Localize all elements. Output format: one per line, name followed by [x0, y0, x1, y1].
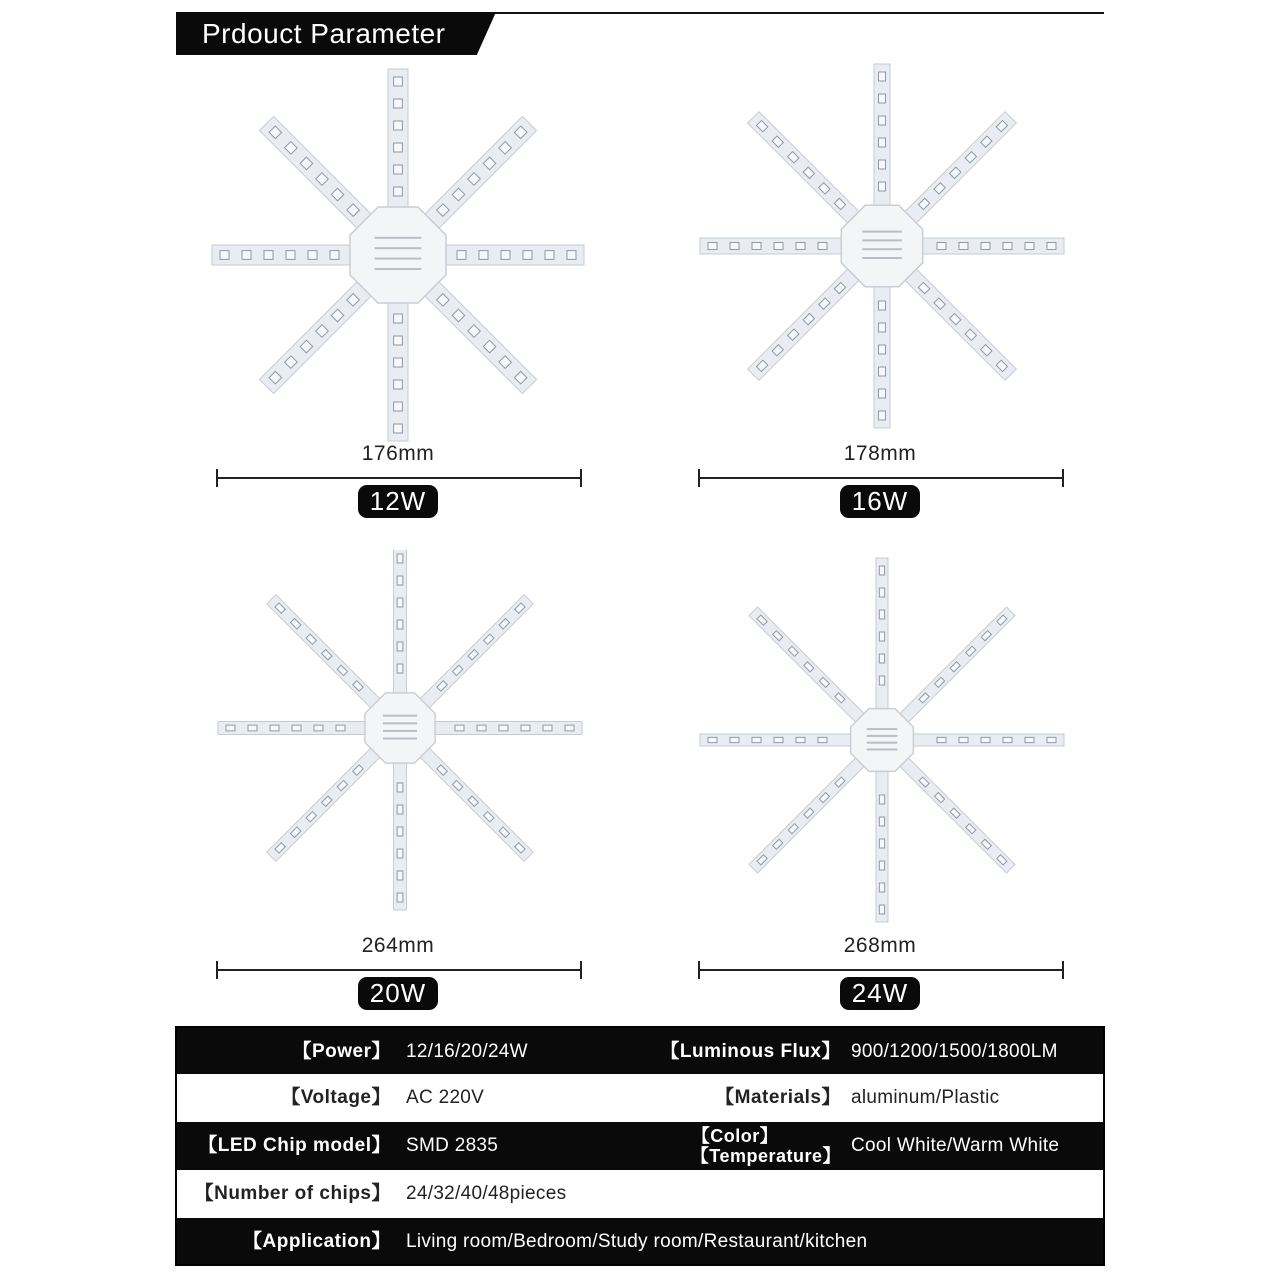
led-chip — [477, 725, 486, 731]
spec-row — [175, 1074, 1105, 1122]
power-badge: 12W — [358, 485, 438, 518]
dimension-line — [216, 969, 582, 971]
led-chip — [878, 182, 885, 191]
led-strip — [892, 607, 1015, 730]
led-chip — [330, 251, 339, 260]
spec-table — [175, 1026, 1105, 1266]
led-chip-value: SMD 2835 — [406, 1135, 499, 1156]
led-strip — [423, 722, 582, 735]
led-chip — [1047, 737, 1056, 742]
driver-print — [383, 715, 417, 717]
spec-row — [175, 1170, 1105, 1218]
voltage-label: 【Voltage】 — [281, 1087, 391, 1108]
driver-print — [375, 258, 422, 260]
led-chip — [397, 598, 403, 607]
led-chip — [523, 251, 532, 260]
led-chip — [394, 380, 403, 389]
product-16w — [660, 58, 1080, 538]
led-chip — [879, 588, 884, 597]
led-chip — [397, 783, 403, 792]
led-chip — [878, 301, 885, 310]
dimension-label: 178mm — [843, 442, 917, 465]
led-strip — [749, 750, 872, 873]
dimension-line — [698, 969, 1064, 971]
led-strip — [748, 259, 869, 380]
driver-print — [862, 231, 902, 233]
product-20w — [178, 550, 598, 1030]
led-chip — [397, 620, 403, 629]
led-strip — [388, 69, 408, 224]
led-strip — [876, 558, 888, 720]
led-chip — [796, 737, 805, 742]
led-chip — [774, 737, 783, 742]
led-chip — [394, 165, 403, 174]
led-chip — [397, 849, 403, 858]
driver-hub — [365, 693, 435, 763]
led-chip — [397, 664, 403, 673]
led-chip — [397, 805, 403, 814]
led-chip — [394, 99, 403, 108]
led-chip — [818, 737, 827, 742]
led-strip — [874, 64, 890, 220]
led-chip — [981, 242, 990, 249]
led-chip — [878, 389, 885, 398]
led-chip — [457, 251, 466, 260]
led-chip — [314, 725, 323, 731]
number-of-chips-label: 【Number of chips】 — [194, 1183, 391, 1204]
luminous-flux-value: 900/1200/1500/1800LM — [851, 1041, 1058, 1062]
led-chip — [499, 725, 508, 731]
led-chip — [730, 242, 739, 249]
led-chip-label: 【LED Chip model】 — [198, 1135, 391, 1156]
led-strip — [876, 760, 888, 922]
led-chip — [708, 242, 717, 249]
driver-hub — [851, 709, 914, 772]
led-chip — [879, 839, 884, 848]
led-chip — [264, 251, 273, 260]
driver-print — [862, 257, 902, 259]
led-module-image — [178, 550, 598, 940]
led-chip — [1025, 242, 1034, 249]
led-strip — [749, 607, 872, 730]
led-module-image — [660, 550, 1080, 940]
led-chip — [878, 323, 885, 332]
led-strip — [394, 550, 407, 705]
led-chip — [879, 905, 884, 914]
color-temperature-label — [629, 1122, 841, 1170]
led-chip — [394, 336, 403, 345]
led-strip — [412, 595, 534, 717]
led-chip — [242, 251, 251, 260]
led-chip — [543, 725, 552, 731]
led-chip — [959, 737, 968, 742]
page-title: Prdouct Parameter — [202, 18, 446, 49]
application-label: 【Application】 — [243, 1231, 391, 1252]
led-chip — [878, 72, 885, 81]
driver-print — [867, 735, 898, 737]
led-chip — [752, 242, 761, 249]
led-chip — [1047, 242, 1056, 249]
led-chip — [397, 642, 403, 651]
power-badge: 24W — [840, 977, 920, 1010]
led-chip — [286, 251, 295, 260]
led-chip — [879, 883, 884, 892]
led-chip — [959, 242, 968, 249]
led-strip — [748, 112, 869, 233]
led-chip — [879, 817, 884, 826]
number-of-chips-value: 24/32/40/48pieces — [406, 1183, 567, 1204]
led-strip — [218, 722, 377, 735]
led-chip — [394, 143, 403, 152]
led-chip — [220, 251, 229, 260]
led-chip — [394, 121, 403, 130]
led-chip — [878, 138, 885, 147]
led-strip — [388, 286, 408, 441]
led-chip — [937, 242, 946, 249]
led-chip — [878, 411, 885, 420]
led-strip — [412, 740, 534, 862]
dimension-line — [698, 477, 1064, 479]
driver-print — [867, 749, 898, 751]
driver-print — [375, 268, 422, 270]
driver-print — [862, 248, 902, 250]
led-chip — [981, 737, 990, 742]
driver-print — [862, 239, 902, 241]
led-chip — [879, 676, 884, 685]
led-chip — [565, 725, 574, 731]
color-temperature-label-line1: 【Color】 — [691, 1126, 779, 1146]
dimension-line — [216, 477, 582, 479]
led-strip — [267, 595, 389, 717]
led-chip — [774, 242, 783, 249]
driver-print — [383, 738, 417, 740]
led-strip — [700, 238, 856, 254]
led-chip — [937, 737, 946, 742]
power-label: 【Power】 — [292, 1041, 391, 1062]
led-chip — [752, 737, 761, 742]
product-24w — [660, 550, 1080, 1030]
led-chip — [879, 566, 884, 575]
driver-print — [867, 728, 898, 730]
led-chip — [878, 345, 885, 354]
led-chip — [308, 251, 317, 260]
led-strip — [902, 734, 1064, 746]
led-strip — [429, 245, 584, 265]
led-chip — [394, 187, 403, 196]
led-chip — [394, 402, 403, 411]
dimension-label: 264mm — [361, 934, 435, 957]
led-chip — [479, 251, 488, 260]
led-strip — [394, 751, 407, 910]
led-chip — [397, 554, 403, 563]
led-chip — [708, 737, 717, 742]
driver-print — [383, 722, 417, 724]
driver-hub — [841, 205, 922, 286]
led-chip — [394, 424, 403, 433]
led-chip — [878, 367, 885, 376]
led-module-image — [660, 58, 1080, 448]
driver-print — [383, 730, 417, 732]
led-chip — [1003, 242, 1012, 249]
led-chip — [270, 725, 279, 731]
luminous-flux-label: 【Luminous Flux】 — [660, 1041, 841, 1062]
led-strip — [212, 245, 367, 265]
led-chip — [397, 871, 403, 880]
driver-hub — [350, 207, 446, 303]
color-temperature-label-line2: 【Temperature】 — [690, 1146, 841, 1166]
spec-row — [175, 1218, 1105, 1266]
led-chip — [394, 77, 403, 86]
led-chip — [292, 725, 301, 731]
power-badge: 16W — [840, 485, 920, 518]
led-chip — [567, 251, 576, 260]
led-chip — [878, 160, 885, 169]
led-chip — [501, 251, 510, 260]
led-chip — [878, 94, 885, 103]
materials-label: 【Materials】 — [715, 1087, 841, 1108]
led-chip — [879, 861, 884, 870]
driver-print — [375, 247, 422, 249]
led-strip — [895, 112, 1016, 233]
led-chip — [336, 725, 345, 731]
color-temperature-value: Cool White/Warm White — [851, 1135, 1060, 1156]
application-value: Living room/Bedroom/Study room/Restaurant/kitchen — [406, 1231, 868, 1252]
led-chip — [248, 725, 257, 731]
voltage-value: AC 220V — [406, 1087, 485, 1108]
led-chip — [878, 116, 885, 125]
led-chip — [879, 632, 884, 641]
led-chip — [397, 576, 403, 585]
led-chip — [796, 242, 805, 249]
led-chip — [394, 358, 403, 367]
led-strip — [908, 238, 1064, 254]
led-chip — [226, 725, 235, 731]
led-chip — [1003, 737, 1012, 742]
led-strip — [895, 259, 1016, 380]
power-value: 12/16/20/24W — [406, 1041, 528, 1062]
led-chip — [455, 725, 464, 731]
led-strip — [700, 734, 862, 746]
led-strip — [874, 272, 890, 428]
led-chip — [545, 251, 554, 260]
led-chip — [879, 795, 884, 804]
dimension-label: 176mm — [361, 442, 435, 465]
led-module-image — [178, 58, 598, 448]
materials-value: aluminum/Plastic — [851, 1087, 1000, 1108]
led-chip — [879, 610, 884, 619]
led-chip — [394, 314, 403, 323]
driver-print — [867, 742, 898, 744]
led-chip — [1025, 737, 1034, 742]
spec-row — [175, 1026, 1105, 1074]
led-chip — [818, 242, 827, 249]
led-chip — [521, 725, 530, 731]
power-badge: 20W — [358, 977, 438, 1010]
led-chip — [730, 737, 739, 742]
driver-print — [375, 237, 422, 239]
led-chip — [397, 893, 403, 902]
led-chip — [397, 827, 403, 836]
product-12w — [178, 58, 598, 538]
dimension-label: 268mm — [843, 934, 917, 957]
led-chip — [879, 654, 884, 663]
led-strip — [267, 740, 389, 862]
led-strip — [892, 750, 1015, 873]
spec-row — [175, 1122, 1105, 1170]
